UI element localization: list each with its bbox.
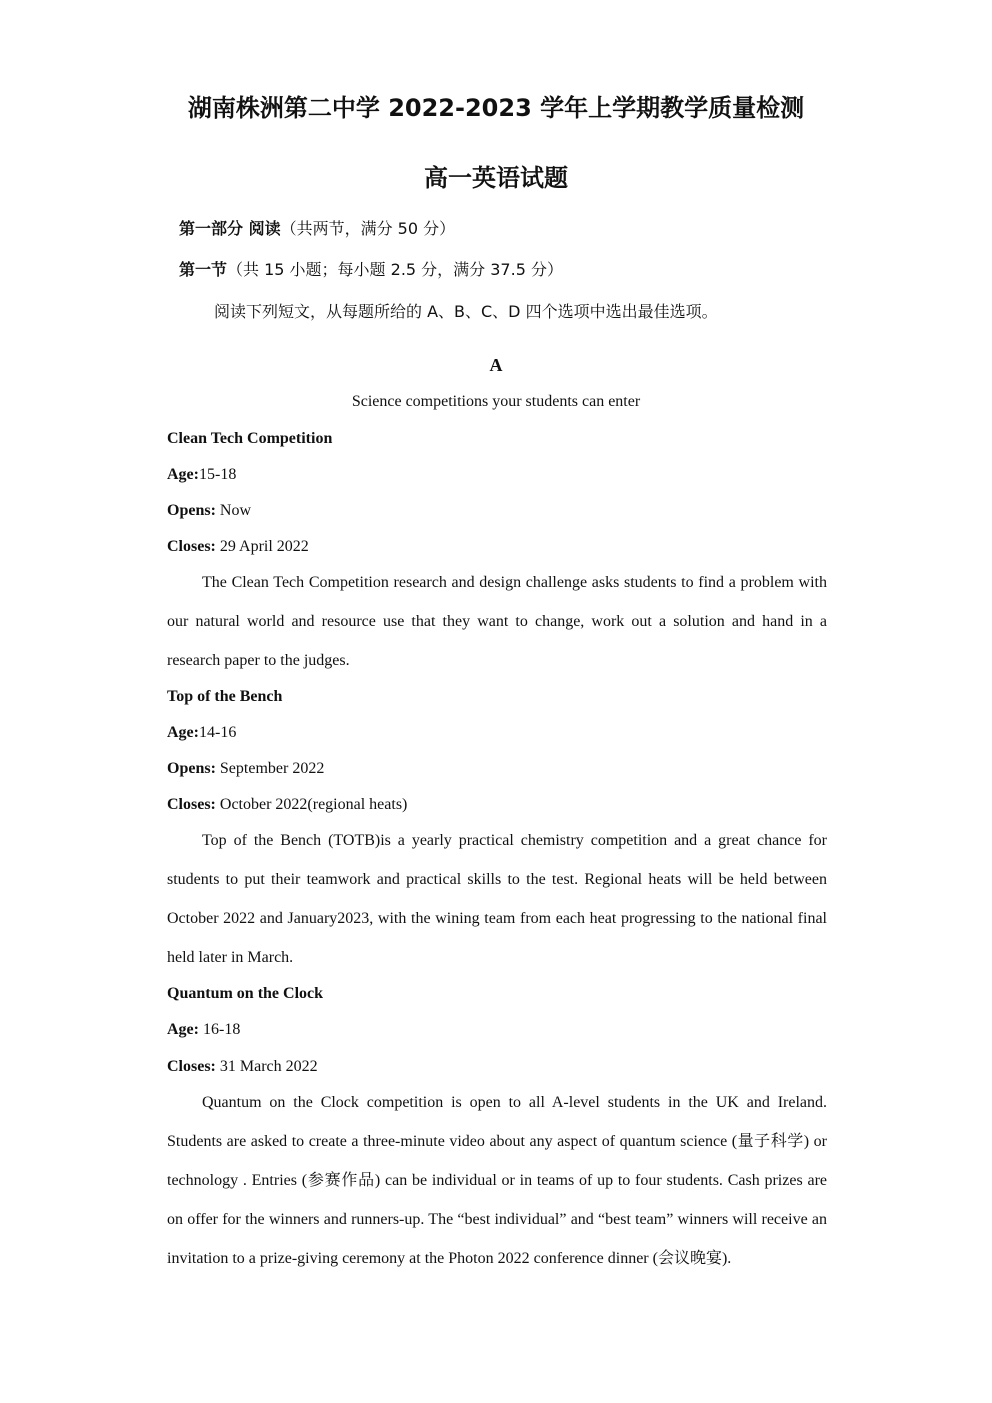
- part1-heading: [179, 219, 455, 239]
- competition-closes: [167, 537, 309, 557]
- competition-description-top-of-the-bench: Top of the Bench (TOTB)is a yearly practical chemistry competition and a great chance for students to put their teamwork and practical skills to the test. Regional heats will be held between October 2022 and January2023, with the wining team from each heat progressing to the national final held later in March.: [167, 832, 827, 966]
- competition-opens: [167, 759, 324, 779]
- age-label: Age:: [167, 1021, 199, 1038]
- closes-label: Closes:: [167, 538, 216, 555]
- closes-value: 29 April 2022: [215, 538, 309, 555]
- closes-value: October 2022(regional heats): [215, 796, 408, 813]
- competition-age: [167, 1020, 240, 1040]
- competition-closes: [167, 1057, 318, 1077]
- competition-opens: [167, 501, 251, 521]
- competition-age: [167, 723, 236, 743]
- closes-label: Closes:: [167, 1058, 216, 1075]
- competition-name-quantum-on-the-clock: Quantum on the Clock: [167, 985, 324, 1002]
- age-label: Age:: [167, 466, 199, 483]
- opens-value: Now: [215, 502, 252, 519]
- opens-label: Opens:: [167, 760, 216, 777]
- opens-label: Opens:: [167, 502, 216, 519]
- document-subtitle: 高一英语试题: [424, 164, 568, 192]
- document-title: 湖南株洲第二中学 2022-2023 学年上学期教学质量检测: [187, 94, 805, 122]
- competition-name-clean-tech: Clean Tech Competition: [167, 430, 333, 447]
- competition-description-clean-tech: The Clean Tech Competition research and design challenge asks students to find a problem with our natural world and resource use that they want to change, work out a solution and hand in a research paper to the judges.: [167, 574, 827, 669]
- passage-subtitle: Science competitions your students can enter: [351, 393, 641, 410]
- opens-value: September 2022: [215, 760, 325, 777]
- part1-label: 第一部分 阅读: [179, 219, 281, 238]
- age-value: 16-18: [198, 1021, 241, 1038]
- part1-note: （共两节，满分 50 分）: [280, 219, 456, 238]
- closes-label: Closes:: [167, 796, 216, 813]
- section1-note: （共 15 小题；每小题 2.5 分，满分 37.5 分）: [227, 260, 563, 279]
- competition-closes: [167, 795, 407, 815]
- age-value: 15-18: [198, 466, 237, 483]
- competition-name-top-of-the-bench: Top of the Bench: [167, 688, 283, 705]
- competition-description-quantum-on-the-clock: Quantum on the Clock competition is open to all A-level students in the UK and Ireland. Students are asked to create a three-minute video about any aspect of quantum science (量子科学) or technology . Entries (参赛作品) can be individual or in teams of up to four students. Cash prizes are on offer for the winners and runners-up. The “best individual” and “best team” winners will receive an invitation to a prize-giving ceremony at the Photon 2022 conference dinner (会议晚宴).: [167, 1094, 827, 1267]
- age-label: Age:: [167, 724, 199, 741]
- age-value: 14-16: [198, 724, 237, 741]
- passage-letter: A: [489, 355, 503, 375]
- section1-instruction: 阅读下列短文，从每题所给的 A、B、C、D 四个选项中选出最佳选项。: [214, 302, 718, 321]
- closes-value: 31 March 2022: [215, 1058, 318, 1075]
- section1-label: 第一节: [179, 260, 228, 279]
- competition-age: [167, 465, 236, 485]
- section1-heading: [179, 260, 563, 280]
